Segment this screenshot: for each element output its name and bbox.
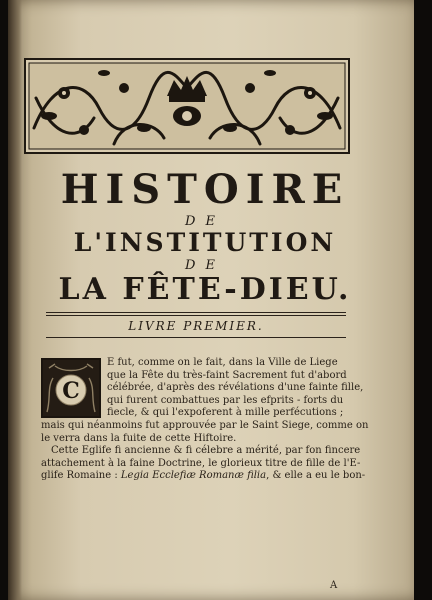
signature-mark: A — [330, 580, 338, 591]
text-line: Cette Eglife fi ancienne & fi célebre a mérité, par fon fincere — [51, 445, 361, 457]
text-line: qui furent combattues par les efprits - forts du — [107, 394, 344, 406]
text-line: attachement à la faine Doctrine, le glorieux titre de fille de l'E- — [41, 457, 361, 469]
title-connector-de-2: DE — [185, 258, 225, 273]
headpiece-ornament — [24, 58, 350, 154]
title-connector-de: DE — [185, 214, 225, 229]
text-line-start: glife Romaine : — [41, 470, 118, 482]
title-line-histoire: HISTOIRE — [60, 166, 350, 213]
title-line-fete-dieu: LA FÊTE-DIEU. — [58, 272, 352, 307]
rule-top-1 — [46, 312, 346, 313]
chapter-heading: LIVRE PREMIER. — [128, 319, 264, 333]
drop-cap-letter: C — [62, 378, 80, 404]
body-text — [41, 357, 386, 483]
text-line-with-italic — [41, 470, 386, 483]
title-line-institution: L'INSTITUTION — [73, 228, 337, 257]
book-page — [8, 0, 414, 600]
text-line-end: , & elle a eu le bon- — [266, 470, 366, 482]
text-line: que la Fête du très-faint Sacrement fut d'abord — [107, 369, 347, 381]
rule-bottom — [46, 337, 346, 338]
text-line: mais qui néanmoins fut approuvée par le Saint Siege, comme on — [41, 419, 369, 431]
text-line: célébrée, d'après des révélations d'une fainte fille, — [107, 382, 364, 394]
rule-top-2 — [46, 315, 346, 316]
text-line: fiecle, & qui l'expoferent à mille perfécutions ; — [107, 407, 344, 419]
text-line: le verra dans la fuite de cette Hiftoire. — [41, 432, 237, 444]
text-line: E fut, comme on le fait, dans la Ville de Liege — [107, 357, 338, 368]
latin-quote: Legia Ecclefiæ Romanæ filia — [120, 470, 267, 482]
